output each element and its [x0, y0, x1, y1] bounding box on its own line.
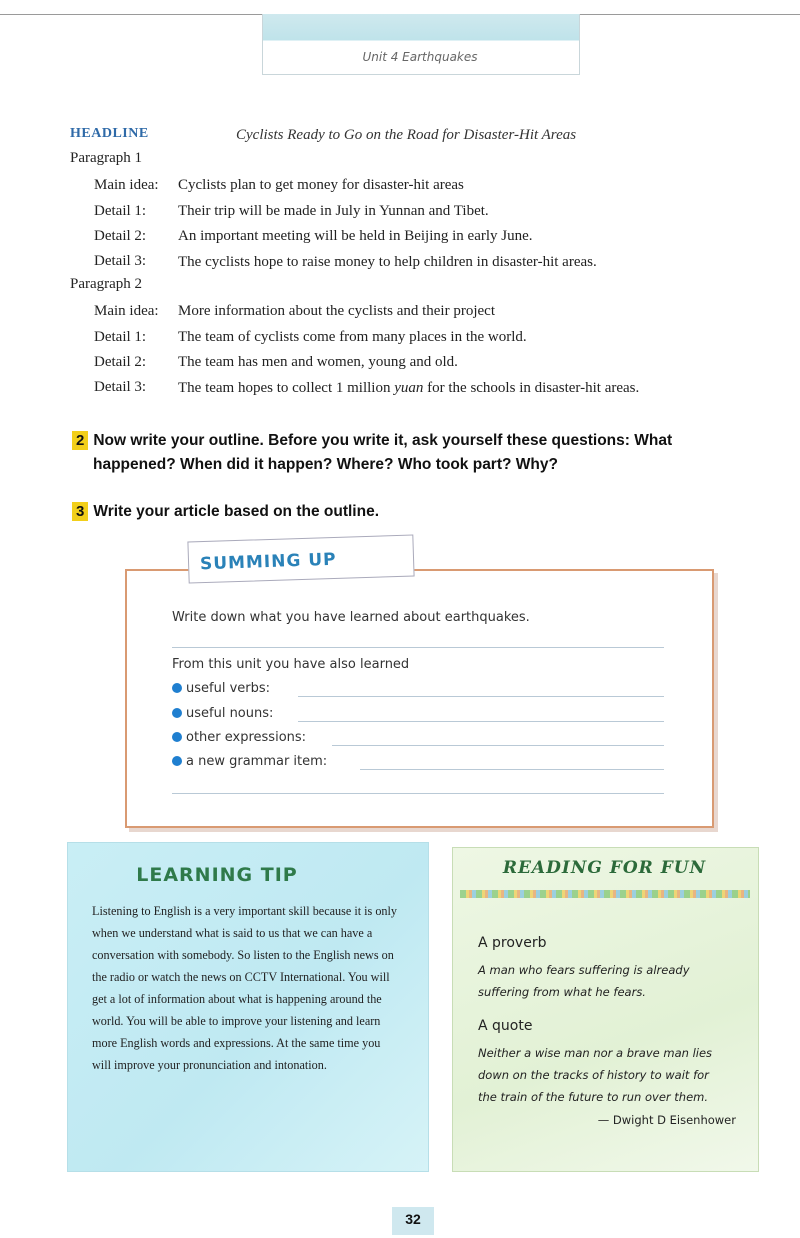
- bullet-icon: [172, 732, 182, 742]
- summing-up-item: useful nouns:: [172, 706, 273, 721]
- quote-line: Neither a wise man nor a brave man lies: [478, 1046, 713, 1060]
- quote-line: down on the tracks of history to wait for: [478, 1068, 709, 1082]
- task-2: [72, 429, 772, 453]
- answer-line[interactable]: [298, 721, 664, 722]
- paragraph-label: Paragraph 1: [70, 150, 143, 166]
- summing-up-title: SUMMING UP: [199, 549, 337, 575]
- row-label: Main idea:: [94, 303, 159, 319]
- unit-title: Unit 4 Earthquakes: [362, 50, 478, 64]
- row-text: The team hopes to collect 1 million yuan for the schools in disaster-hit areas.: [178, 380, 640, 396]
- proverb-label: A proverb: [478, 935, 547, 951]
- summing-up-prompt: Write down what you have learned about earthquakes.: [172, 610, 530, 625]
- row-text: An important meeting will be held in Beijing in early June.: [178, 228, 533, 244]
- task-number: 2: [72, 431, 88, 450]
- bullet-icon: [172, 683, 182, 693]
- unit-header-box: [262, 14, 580, 75]
- row-text: More information about the cyclists and their project: [178, 303, 495, 319]
- row-text: The cyclists hope to raise money to help children in disaster-hit areas.: [178, 254, 597, 270]
- row-label: Detail 1:: [94, 329, 147, 345]
- row-label: Detail 1:: [94, 203, 147, 219]
- task-text: Write your article based on the outline.: [93, 503, 379, 520]
- answer-line[interactable]: [172, 647, 664, 648]
- summing-up-item: a new grammar item:: [172, 754, 327, 769]
- summing-up-item: useful verbs:: [172, 681, 270, 696]
- row-label: Detail 3:: [94, 379, 147, 395]
- row-text: The team has men and women, young and old.: [178, 354, 458, 370]
- row-text: The team of cyclists come from many places in the world.: [178, 329, 527, 345]
- reading-for-fun-title: READING FOR FUN: [502, 858, 707, 878]
- row-text: Their trip will be made in July in Yunnan and Tibet.: [178, 203, 489, 219]
- headline-text: Cyclists Ready to Go on the Road for Disaster-Hit Areas: [236, 127, 577, 143]
- answer-line[interactable]: [360, 769, 664, 770]
- page-number: 32: [392, 1207, 434, 1235]
- headline-label: HEADLINE: [70, 126, 149, 141]
- quote-line: the train of the future to run over them.: [478, 1090, 709, 1104]
- task-number: 3: [72, 502, 88, 521]
- quote-author: — Dwight D Eisenhower: [597, 1113, 736, 1127]
- task-3: [72, 500, 379, 524]
- paragraph-label: Paragraph 2: [70, 276, 143, 292]
- row-label: Detail 3:: [94, 253, 147, 269]
- quote-label: A quote: [478, 1018, 533, 1034]
- summing-up-box: [125, 569, 714, 828]
- summing-up-item: other expressions:: [172, 730, 306, 745]
- row-label: Main idea:: [94, 177, 159, 193]
- learning-tip-title: LEARNING TIP: [136, 864, 298, 886]
- answer-line[interactable]: [298, 696, 664, 697]
- proverb-line: A man who fears suffering is already: [478, 963, 690, 977]
- row-label: Detail 2:: [94, 354, 147, 370]
- floral-divider: [460, 890, 750, 898]
- row-text: Cyclists plan to get money for disaster-hit areas: [178, 177, 464, 193]
- bullet-icon: [172, 708, 182, 718]
- row-label: Detail 2:: [94, 228, 147, 244]
- learning-tip-text: Listening to English is a very important skill because it is only when we understand what is said to us that we can have a conversation with somebody. So listen to the English news on the radio or watch the news on CCTV International. You will get a lot of information about what is happening around the world. You will be able to improve your listening and learn more English words and expressions. At the same time you will improve your pronunciation and intonation.: [92, 904, 397, 1072]
- task-2-continued: happened? When did it happen? Where? Who took part? Why?: [93, 456, 558, 473]
- answer-line[interactable]: [172, 793, 664, 794]
- proverb-line: suffering from what he fears.: [478, 985, 646, 999]
- bullet-icon: [172, 756, 182, 766]
- task-text: Now write your outline. Before you write it, ask yourself these questions: What: [93, 432, 673, 449]
- answer-line[interactable]: [332, 745, 664, 746]
- summing-up-intro: From this unit you have also learned: [172, 657, 410, 672]
